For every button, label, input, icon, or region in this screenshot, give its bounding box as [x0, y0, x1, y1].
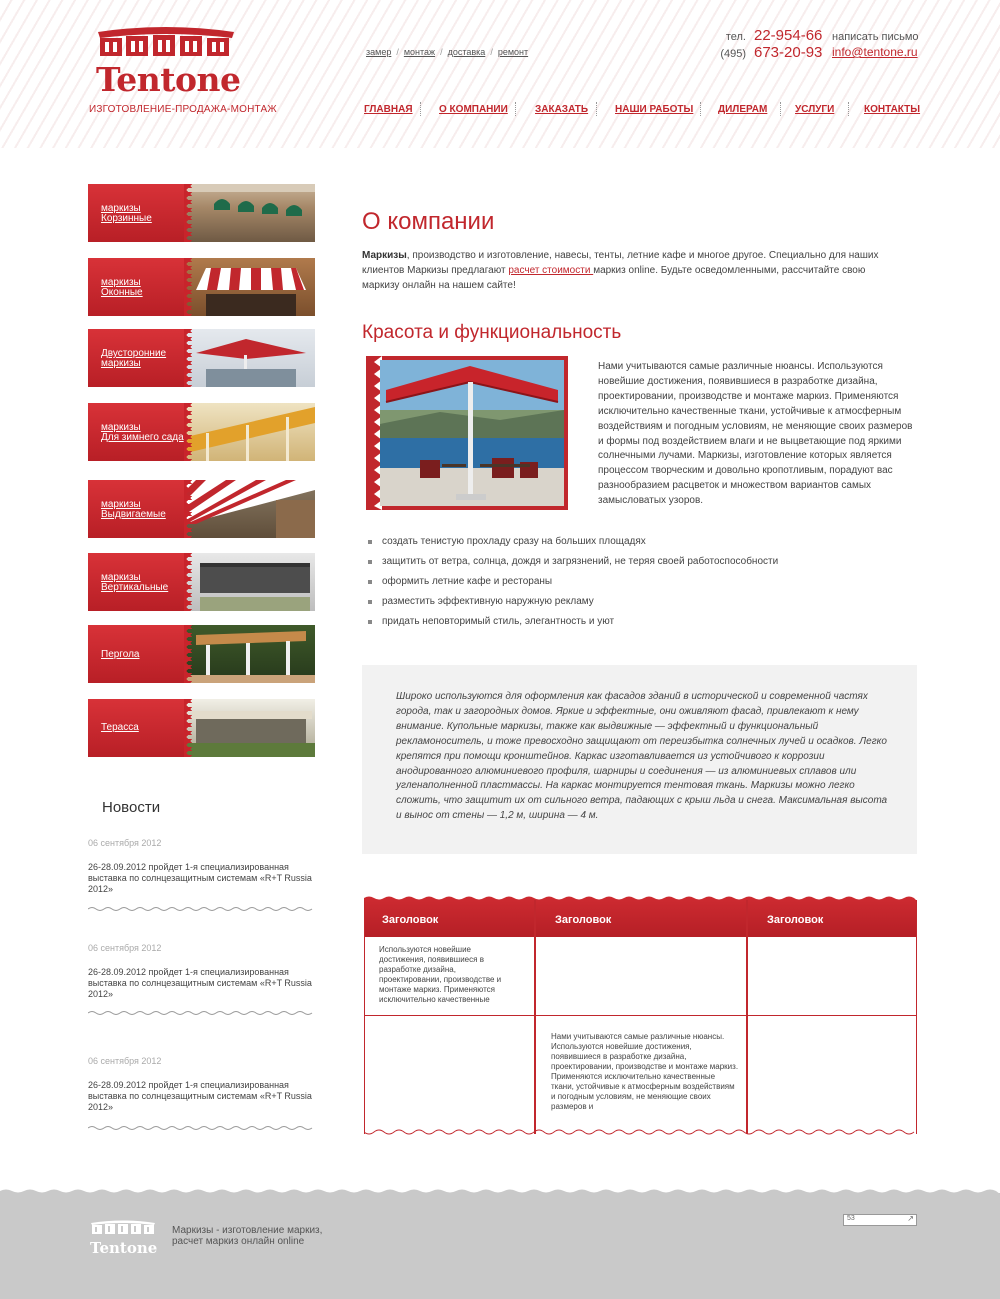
- table-header-cell: Заголовок: [767, 914, 824, 926]
- banner-label: [101, 723, 186, 733]
- table-bottom-wave: [364, 1128, 917, 1136]
- wave-divider: [88, 1125, 315, 1131]
- news-date: 06 сентября 2012: [88, 1056, 162, 1066]
- footer-logo-text: Tentone: [90, 1239, 158, 1257]
- footer-logo[interactable]: [90, 1219, 157, 1257]
- link-repair[interactable]: ремонт: [497, 47, 529, 57]
- table-border: [534, 900, 536, 1134]
- list-item: оформить летние кафе и рестораны: [366, 576, 778, 596]
- page-title: О компании: [362, 208, 495, 235]
- banner-label-line: Для зимнего сада: [101, 432, 184, 443]
- news-item: [88, 1056, 318, 1113]
- banner-label-line: маркизы: [101, 358, 141, 369]
- tagline: ИЗГОТОВЛЕНИЕ-ПРОДАЖА-МОНТАЖ: [89, 104, 277, 115]
- banner-label: [101, 423, 186, 443]
- banner-label: [101, 573, 186, 593]
- logo-text[interactable]: Tentone: [96, 60, 241, 99]
- banner-label-line: Пергола: [101, 649, 140, 660]
- nav-separator: [780, 102, 782, 116]
- banner-label-line: маркизы: [101, 203, 141, 214]
- wave-divider: [88, 1010, 315, 1016]
- table-header-cell: Заголовок: [382, 914, 439, 926]
- banner-label-line: маркизы: [101, 277, 141, 288]
- logo-icon[interactable]: [96, 24, 241, 60]
- table-border: [364, 900, 365, 1134]
- quote-box: [362, 665, 917, 854]
- link-install[interactable]: монтаж: [403, 47, 436, 57]
- banner-label: [101, 278, 186, 298]
- news-text[interactable]: 26-28.09.2012 пройдет 1-я специализированная выставка по солнцезащитным системам «R+T Russia 2012»: [88, 1080, 312, 1112]
- nav-separator: [596, 102, 598, 116]
- footer-wave: [0, 1188, 1000, 1194]
- separator: /: [396, 47, 399, 57]
- benefits-list: [366, 536, 778, 636]
- nav-separator: [700, 102, 702, 116]
- table-cell: Нами учитываются самые различные нюансы. Используются новейшие достижения, появившиеся в разработке дизайна, проектировании, производстве и монтаже маркиз. Применяются исключительно качественные ткани, устойчивые к атмосферным воздействиям и погодным условиям, не меняющие своих размеров и: [551, 1032, 739, 1111]
- separator: /: [490, 47, 493, 57]
- table-border: [916, 900, 917, 1134]
- banner-vertical-awnings[interactable]: [88, 553, 315, 611]
- news-text[interactable]: 26-28.09.2012 пройдет 1-я специализированная выставка по солнцезащитным системам «R+T Russia 2012»: [88, 862, 312, 894]
- banner-label-line: маркизы: [101, 499, 141, 510]
- link-measure[interactable]: замер: [366, 47, 392, 57]
- arrow-icon: ↗: [907, 1214, 914, 1223]
- banner-image: [186, 699, 315, 757]
- mail-link[interactable]: info@tentone.ru: [832, 45, 918, 59]
- news-date: 06 сентября 2012: [88, 838, 162, 848]
- footer-text: [172, 1225, 322, 1247]
- nav-order[interactable]: ЗАКАЗАТЬ: [535, 104, 589, 115]
- wave-divider: [88, 906, 315, 912]
- banner-window-awnings[interactable]: [88, 258, 315, 316]
- banner-label-line: Корзинные: [101, 213, 152, 224]
- banner-label-line: Оконные: [101, 287, 143, 298]
- nav-separator: [420, 102, 422, 116]
- table-cell: Используются новейшие достижения, появившиеся в разработке дизайна, проектировании, производстве и монтаже маркиз. Применяются исключительно качественные: [379, 945, 502, 1004]
- banner-label-line: Выдвигаемые: [101, 509, 166, 520]
- counter-value: 53: [847, 1215, 855, 1222]
- phone-number: 673-20-93: [754, 44, 823, 61]
- banner-label-line: маркизы: [101, 572, 141, 583]
- list-item: защитить от ветра, солнца, дождя и загрязнений, не теряя своей работоспособности: [366, 556, 778, 576]
- banner-image: [186, 403, 315, 461]
- nav-contacts[interactable]: КОНТАКТЫ: [864, 104, 921, 115]
- photo-description: Нами учитываются самые различные нюансы. Используются новейшие достижения, появившиеся в разработке дизайна, проектировании, производстве и монтаже маркиз. Применяются исключительно качественные ткани, устойчивые к атмосферным воздействиям и погодным условиям, не меняющие своих размеров и формы под воздействием влаги и не выцветающие под яркими солнечными лучами. Маркизы, изготовление которых является процессом творческим и довольно кропотливым, порадуют вас разнообразием расцветок и множеством вариантов самых замысловатых узоров.: [598, 361, 913, 507]
- intro-text: [362, 248, 902, 293]
- intro-part: маркиз online. Будьте осведомленными, рассчитайте свою маркизу онлайн на нашем сайте!: [362, 265, 866, 291]
- banner-label: [101, 204, 186, 224]
- nav-services[interactable]: УСЛУГИ: [795, 104, 835, 115]
- nav-separator: [515, 102, 517, 116]
- calc-link[interactable]: расчет стоимости: [508, 265, 594, 276]
- banner-label-line: Двусторонние: [101, 348, 167, 359]
- separator: /: [440, 47, 443, 57]
- phone-number: 22-954-66: [754, 27, 823, 44]
- table-header: [364, 900, 917, 937]
- info-table: [364, 900, 917, 1136]
- mail-block: [832, 31, 919, 59]
- nav-works[interactable]: НАШИ РАБОТЫ: [615, 104, 694, 115]
- news-item: [88, 943, 318, 1000]
- banner-label-line: Вертикальные: [101, 582, 169, 593]
- nav-home[interactable]: ГЛАВНАЯ: [364, 104, 413, 115]
- intro-part: , производство и изготовление, навесы, тенты, летние кафе и многое другое. Специально для наших клиентов Маркизы предлагают: [362, 250, 879, 276]
- banner-image: [186, 184, 315, 242]
- footer-line: расчет маркиз онлайн online: [172, 1236, 305, 1247]
- mail-label: написать письмо: [832, 31, 919, 43]
- counter-badge[interactable]: [843, 1214, 917, 1226]
- banner-label-line: маркизы: [101, 422, 141, 433]
- list-item: создать тенистую прохладу сразу на больших площадях: [366, 536, 778, 556]
- banner-image: [186, 480, 315, 538]
- footer-line: Маркизы - изготовление маркиз,: [172, 1225, 323, 1236]
- header: [0, 0, 1000, 148]
- section-title: Красота и функциональность: [362, 322, 622, 343]
- banner-terrace[interactable]: [88, 699, 315, 757]
- intro-bold: Маркизы: [362, 250, 407, 261]
- banner-image: [186, 553, 315, 611]
- link-delivery[interactable]: доставка: [447, 47, 486, 57]
- list-item: разместить эффективную наружную рекламу: [366, 596, 778, 616]
- news-text[interactable]: 26-28.09.2012 пройдет 1-я специализированная выставка по солнцезащитным системам «R+T Russia 2012»: [88, 967, 312, 999]
- list-item: придать неповторимый стиль, элегантность и уют: [366, 616, 778, 636]
- news-date: 06 сентября 2012: [88, 943, 162, 953]
- banner-retractable-awnings[interactable]: [88, 480, 315, 538]
- banner-basket-awnings[interactable]: [88, 184, 315, 242]
- nav-separator: [848, 102, 850, 116]
- photo-frame: [366, 356, 568, 510]
- banner-label: [101, 349, 186, 369]
- footer: [0, 1193, 1000, 1299]
- phone-block: [712, 27, 822, 61]
- quote-text: Широко используются для оформления как фасадов зданий в исторической и современной частях города, так и загородных домов. Яркие и эффектные, они оживляют фасад, привлекают к нему внимание. Купольные маркизы, также как выдвижные — эффектный и функциональный рекламоноситель, и тоже превосходно защищают от переизбытка солнечных лучей и осадков. Легко крепятся при помощи кронштейнов. Каркас изготавливается из устойчивого к коррозии анодированного алюминиевого профиля, шарниры и соединения — из алюминиевых сплавов или угленаполненной пластмассы. На каркас монтируется тентовая ткань. Маркизы можно легко сложить, что защитит их от сильного ветра, падающих с крыш льда и снега. Максимальная высота и вынос от стены — 1,2 м, ширина — 4 м.: [396, 691, 888, 822]
- table-border: [746, 900, 748, 1134]
- news-title: Новости: [102, 799, 161, 816]
- news-item: [88, 838, 318, 895]
- banner-image: [186, 625, 315, 683]
- table-row-divider: [364, 1015, 917, 1016]
- banner-image: [186, 258, 315, 316]
- phone-label: тел.: [725, 31, 746, 43]
- photo-image: [380, 360, 564, 506]
- banner-label-line: Терасса: [101, 722, 139, 733]
- nav-dealers[interactable]: ДИЛЕРАМ: [718, 104, 768, 115]
- banner-double-awnings[interactable]: [88, 329, 315, 387]
- banner-winter-garden-awnings[interactable]: [88, 403, 315, 461]
- banner-pergola[interactable]: [88, 625, 315, 683]
- banner-label: [101, 650, 186, 660]
- phone-code: (495): [720, 48, 746, 60]
- table-header-cell: Заголовок: [555, 914, 612, 926]
- banner-label: [101, 500, 186, 520]
- banner-image: [186, 329, 315, 387]
- nav-about[interactable]: О КОМПАНИИ: [439, 104, 508, 115]
- service-links: [366, 47, 528, 57]
